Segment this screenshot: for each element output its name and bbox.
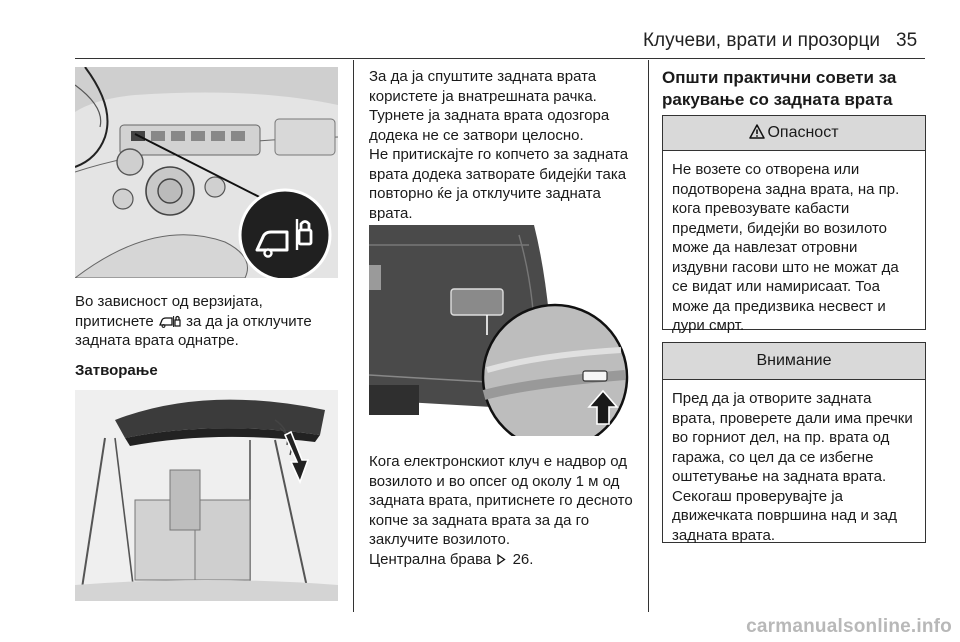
central-lock-reference [369,550,641,570]
column-divider-left [353,60,354,612]
danger-title: Опасност [767,124,839,141]
switch-instruction-before: Во зависност од верзијата, притиснете [75,293,263,330]
cross-reference-arrow-icon [497,554,506,565]
header-rule [75,58,925,59]
caution-text: Пред да ја отворите задната врата, проверете дали има пречки во горниот дел, на пр. врата од гаража, со цел да се избегне оштетување на задната врата. Секогаш проверувајте ја движечката површина над и зад задната врата. [672,390,913,544]
closing-paragraph: За да ја спуштите задната врата користете ја внатрешната рачка. Турнете ја задната врата одозгора додека не се затвори целосно. [369,68,610,144]
closing-subheading: Затворање [75,362,158,379]
danger-text: Не возете со отворена или подотворена задна врата, на пр. кога превозувате кабасти предмети, бидејќи во возилото може да навлезат отровни издувни гасови што не можат да се видат или намирисаат. Тоа може да предизвика несвест и дури смрт. [672,161,900,334]
switch-instruction-after: за да ја отклучите задната врата однатре. [75,312,312,349]
no-button-paragraph: Не притискајте го копчето за задната врата додека затворате бидејќи така повторно ќе ја отклучите задната врата. [369,146,629,222]
running-title: Клучеви, врати и прозорци [642,30,880,51]
dashboard-switch-illustration [75,67,338,278]
electronic-key-paragraph: Кога електронскиот клуч е надвор од возилото и во опсег од околу 1 м од задната врата, притиснете го десното копче за задната врата за да го заклучите возилото. [369,453,633,548]
watermark: carmanualsonline.info [746,616,952,637]
page-number: 35 [896,30,918,51]
tailgate-unlock-icon [159,314,181,328]
open-tailgate-illustration [75,390,338,601]
central-lock-page-link[interactable]: 26. [512,551,534,568]
central-lock-text: Централна брава [369,551,492,568]
column-divider-right [648,60,649,612]
warning-triangle-icon [749,124,765,139]
tailgate-lock-button-illustration [369,225,632,436]
danger-box-header [663,116,925,151]
caution-title: Внимание [663,343,925,380]
switch-instruction-paragraph [75,292,345,351]
caution-box [662,342,926,543]
danger-box [662,115,926,334]
handling-tips-heading: Општи практични совети за ракување со задната врата [662,68,897,109]
